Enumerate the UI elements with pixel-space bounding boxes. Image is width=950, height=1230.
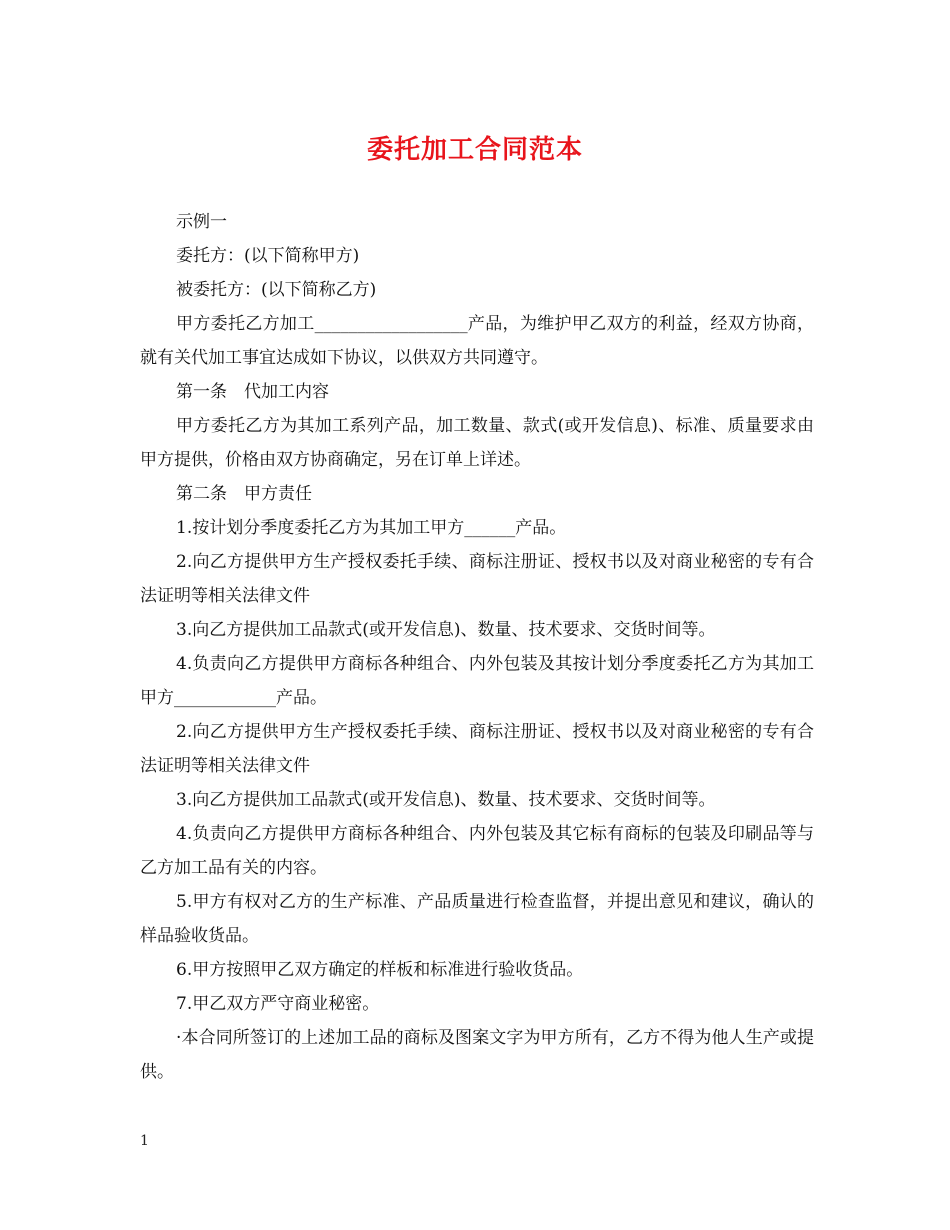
clause-item: 3.向乙方提供加工品款式(或开发信息)、数量、技术要求、交货时间等。 (176, 620, 716, 640)
clause-item: 6.甲方按照甲乙双方确定的样板和标准进行验收货品。 (176, 960, 584, 980)
paragraph-preamble: 甲方委托乙方加工__________________产品，为维护甲乙双方的利益，经双方协商，就有关代加工事宜达成如下协议，以供双方共同遵守。 (140, 314, 814, 368)
clause-item: ·本合同所签订的上述加工品的商标及图案文字为甲方所有，乙方不得为他人生产或提供。 (140, 1028, 814, 1082)
clause-item: 3.向乙方提供加工品款式(或开发信息)、数量、技术要求、交货时间等。 (176, 790, 716, 810)
document-title: 委托加工合同范本 (366, 135, 583, 165)
clause-item: 4.负责向乙方提供甲方商标各种组合、内外包装及其按计划分季度委托乙方为其加工甲方____________产品。 (140, 654, 814, 708)
clause-item: 2.向乙方提供甲方生产授权委托手续、商标注册证、授权书以及对商业秘密的专有合法证明等相关法律文件 (140, 722, 814, 776)
paragraph-article-1: 甲方委托乙方为其加工系列产品，加工数量、款式(或开发信息)、标准、质量要求由甲方提供，价格由双方协商确定，另在订单上详述。 (140, 416, 814, 470)
clause-item: 2.向乙方提供甲方生产授权委托手续、商标注册证、授权书以及对商业秘密的专有合法证明等相关法律文件 (140, 552, 814, 606)
document-body (140, 205, 814, 1089)
heading-article-1: 第一条 代加工内容 (176, 382, 329, 402)
paragraph-party-a: 委托方：(以下简称甲方) (176, 246, 360, 266)
clause-item: 4.负责向乙方提供甲方商标各种组合、内外包装及其它标有商标的包装及印刷品等与乙方加工品有关的内容。 (140, 824, 814, 878)
clause-item: 5.甲方有权对乙方的生产标准、产品质量进行检查监督，并提出意见和建议，确认的样品验收货品。 (140, 892, 814, 946)
paragraph-example-label: 示例一 (176, 212, 227, 232)
page-number: 1 (140, 1133, 149, 1149)
heading-article-2: 第二条 甲方责任 (176, 484, 312, 504)
paragraph-party-b: 被委托方：(以下简称乙方) (176, 280, 377, 300)
clause-item: 1.按计划分季度委托乙方为其加工甲方______产品。 (176, 518, 567, 538)
clause-item: 7.甲乙双方严守商业秘密。 (176, 994, 380, 1014)
